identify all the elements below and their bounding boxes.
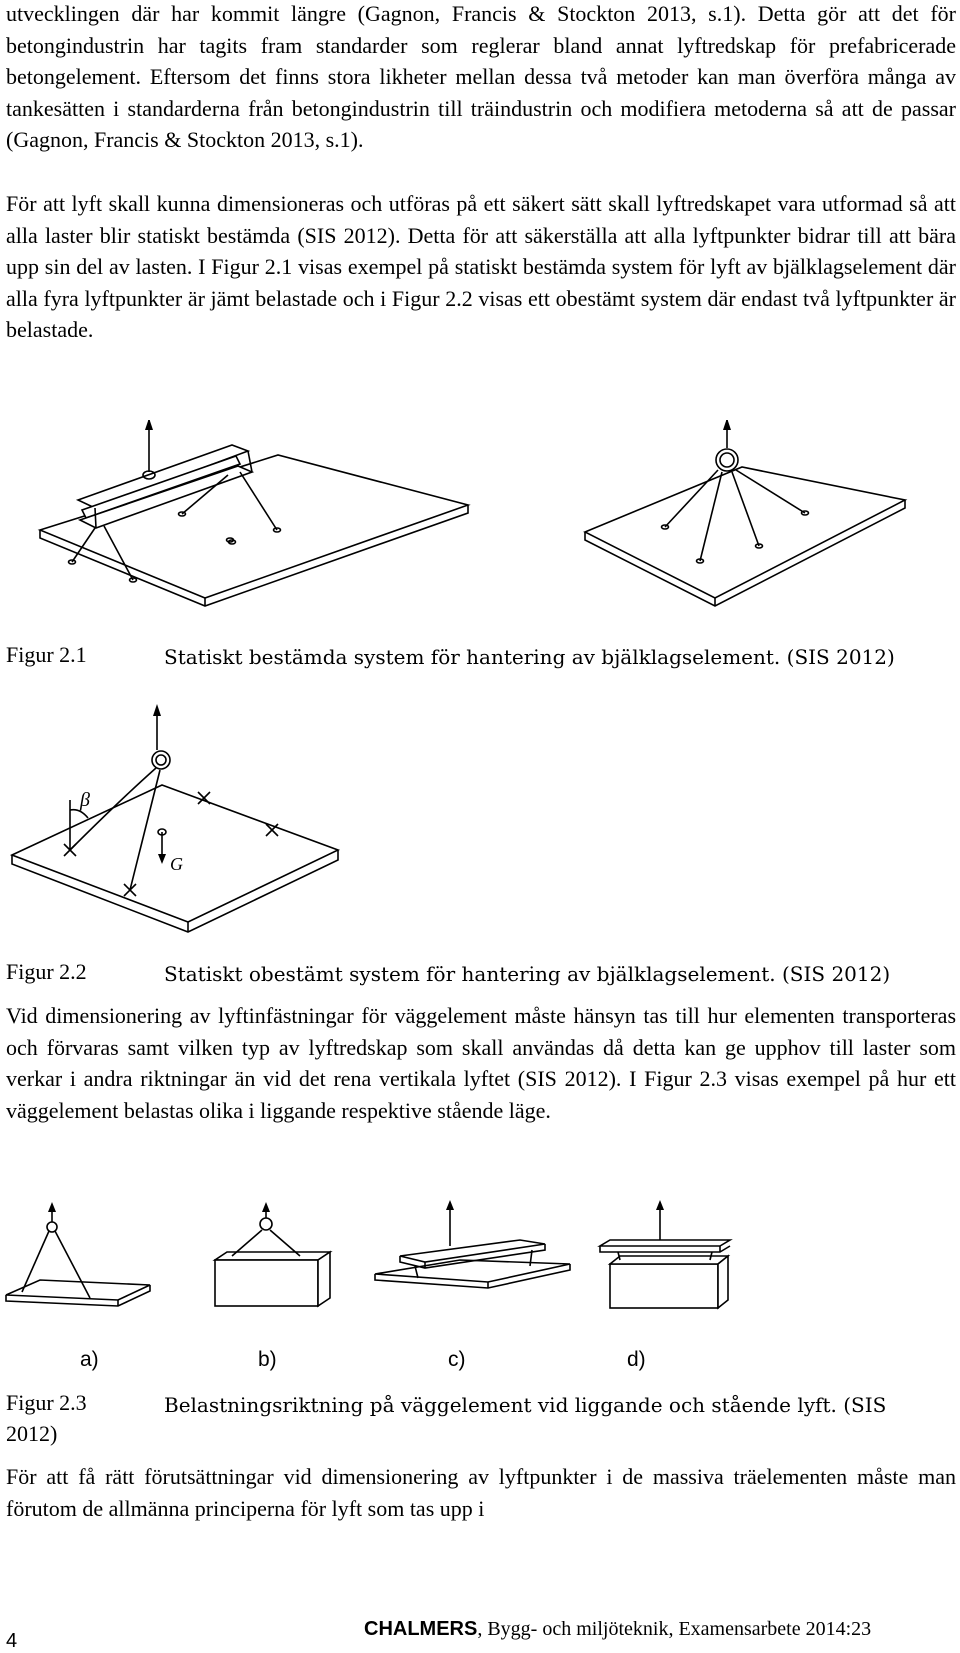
paragraph-massive-timber: För att få rätt förutsättningar vid dimensionering av lyftpunkter i de massiva träelementen måste man förutom de allmänna principerna för lyft som tas upp i [6, 1464, 956, 1521]
figure-2-2-illustration [0, 700, 400, 940]
figure-2-2-text: Statiskt obestämt system för hantering av bjälklagselement. (SIS 2012) [164, 962, 891, 986]
footer-brand: CHALMERS [364, 1618, 478, 1640]
figure-2-3-label-a: a) [80, 1348, 99, 1371]
figure-2-3-label-b: b) [258, 1348, 277, 1371]
figure-2-2-number: Figur 2.2 [6, 959, 87, 984]
figure-2-3-text-continued: 2012) [6, 1421, 58, 1446]
paragraph-statically-determined: För att lyft skall kunna dimensioneras och utföras på ett säkert sätt skall lyftredskapet vara utformad så att alla laster blir statiskt bestämda (SIS 2012). Detta för att säkerställa att alla lyftpunkter bidrar till att bära upp sin del av lasten. I Figur 2.1 visas exempel på statiskt bestämda system för lyft av bjälklagselement där alla fyra lyftpunkter är jämt belastade och i Figur 2.2 visas ett obestämt system där endast två lyftpunkter är belastade. [6, 191, 956, 342]
figure-2-3-caption [6, 1388, 956, 1448]
paragraph-wall-elements: Vid dimensionering av lyftinfästningar för väggelement måste hänsyn tas till hur elementen transporteras och förvaras samt vilken typ av lyftredskap som skall användas då detta kan ge upphov till laster som verkar i andra riktningar än vid det rena vertikala lyftet (SIS 2012). I Figur 2.3 visas exempel på hur ett väggelement belastas olika i liggande respektive stående läge. [6, 1003, 956, 1123]
figure-2-3-text: Belastningsriktning på väggelement vid liggande och stående lyft. (SIS [164, 1393, 887, 1417]
figure-2-1-illustration [0, 420, 960, 620]
figure-2-3-number: Figur 2.3 [6, 1390, 87, 1415]
page-number: 4 [6, 1630, 18, 1652]
figure-2-1-text: Statiskt bestämda system för hantering av bjälklagselement. (SIS 2012) [164, 645, 895, 669]
figure-2-3-label-d: d) [627, 1348, 646, 1371]
load-g-label: G [170, 854, 183, 874]
figure-2-1-number: Figur 2.1 [6, 642, 87, 667]
angle-beta-label: β [80, 789, 90, 811]
page-footer [364, 1618, 871, 1641]
footer-text: , Bygg- och miljöteknik, Examensarbete 2014:23 [477, 1618, 872, 1640]
figure-2-3-label-c: c) [448, 1348, 466, 1371]
paragraph-intro: utvecklingen där har kommit längre (Gagnon, Francis & Stockton 2013, s.1). Detta gör att det för betongindustrin har tagits fram standarder som reglerar bland annat lyftredskap för prefabricerade betongelement. Eftersom det finns stora likheter mellan dessa två metoder kan man överföra många av tankesätten i standarderna från betongindustrin till träindustrin och modifiera metoderna så att de passar (Gagnon, Francis & Stockton 2013, s.1). [6, 1, 956, 152]
figure-2-3-illustration [0, 1200, 960, 1320]
